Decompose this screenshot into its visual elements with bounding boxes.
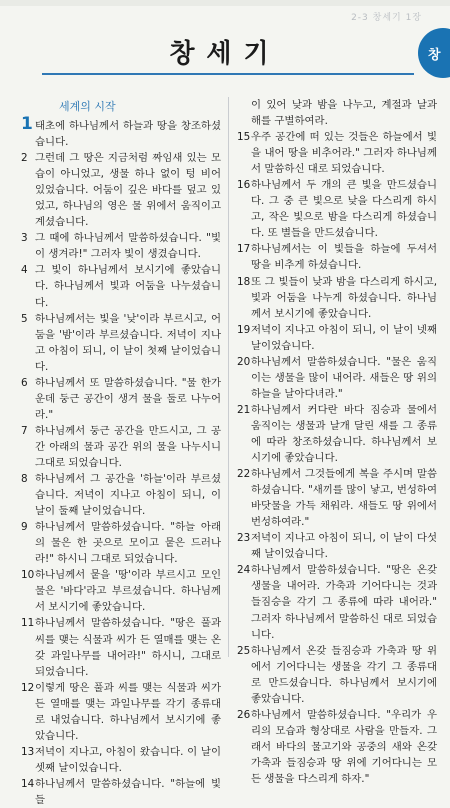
verse	[21, 262, 221, 310]
verse	[21, 776, 221, 808]
verse	[21, 311, 221, 375]
left-column	[21, 97, 221, 808]
verse-text: 하나님께서 말씀하셨습니다. "물은 움직이는 생물을 많이 내어라. 새들은 땅 위의 하늘을 날아다녀라."	[251, 355, 437, 400]
section-heading: 세계의 시작	[59, 100, 116, 113]
verse-number: 24	[237, 564, 251, 577]
verse-number: 3	[21, 232, 28, 245]
verse-text: 하나님께서 그 공간을 '하늘'이라 부르셨습니다. 저녁이 지나고 아침이 되니, 이 날이 둘째 날이었습니다.	[35, 473, 221, 518]
verse-number: 26	[237, 708, 251, 721]
verse-text: 하나님께서 커다란 바다 짐승과 물에서 움직이는 생물과 날개 달린 새를 그 종류에 따라 창조하셨습니다. 하나님께서 보시기에 좋았습니다.	[251, 403, 437, 465]
verse-number: 7	[21, 424, 28, 437]
verse-text: 하나님께서 두 개의 큰 빛을 만드셨습니다. 그 중 큰 빛으로 낮을 다스리게 하시고, 작은 빛으로 밤을 다스리게 하셨습니다. 또 별들을 만드셨습니다.	[251, 179, 437, 240]
verse	[21, 519, 221, 567]
verse	[237, 274, 437, 322]
verse-text: 저녁이 지나고 아침이 되니, 이 날이 넷째 날이었습니다.	[251, 323, 437, 352]
verse-number: 16	[237, 179, 251, 192]
right-verse-list	[237, 97, 437, 787]
verse-number: 4	[21, 264, 28, 277]
verse	[21, 116, 221, 150]
verse-number: 15	[237, 131, 251, 144]
verse-text: 그 때에 하나님께서 말씀하셨습니다. "빛이 생겨라!" 그러자 빛이 생겼습니다.	[35, 232, 221, 261]
verse-number: 14	[21, 777, 35, 790]
verse-number: 5	[21, 312, 28, 325]
verse	[21, 423, 221, 471]
verse-text: 하나님께서 뭍을 '땅'이라 부르시고 모인 물은 '바다'라고 부르셨습니다. 하나님께서 보시기에 좋았습니다.	[35, 569, 221, 614]
verse-number: 12	[21, 681, 35, 694]
verse	[21, 471, 221, 519]
verse	[237, 562, 437, 642]
verse	[237, 530, 437, 562]
verse-text: 우주 공간에 떠 있는 것들은 하늘에서 빛을 내어 땅을 비추어라." 그러자 하나님께서 말씀하신 대로 되었습니다.	[251, 131, 437, 176]
verse-number: 21	[237, 403, 251, 416]
verse-text: 하나님께서 또 말씀하셨습니다. "물 한가운데 둥근 공간이 생겨 물을 둘로 나누어라."	[35, 376, 221, 421]
verse-text: 그런데 그 땅은 지금처럼 짜임새 있는 모습이 아니었고, 생물 하나 없이 텅 비어 있었습니다. 어둠이 깊은 바다를 덮고 있었고, 하나님의 영은 물 위에서 움직이고 계셨습니다.	[35, 152, 221, 229]
verse-number: 17	[237, 243, 251, 256]
verse-text: 하나님께서는 이 빛들을 하늘에 두셔서 땅을 비추게 하셨습니다.	[251, 243, 437, 272]
verse-text: 또 그 빛들이 낮과 밤을 다스리게 하시고, 빛과 어둠을 나누게 하셨습니다. 하나님께서 보시기에 좋았습니다.	[251, 275, 437, 320]
verse	[237, 643, 437, 707]
verse-number: 6	[21, 376, 28, 389]
verse-number: 8	[21, 473, 28, 486]
verse-text: 하나님께서 말씀하셨습니다. "땅은 온갖 생물을 내어라. 가축과 기어다니는 것과 들짐승을 각기 그 종류에 따라 내어라." 그러자 하나님께서 말씀하신 대로 되었습니다.	[251, 564, 437, 641]
verse-text: 하나님께서는 빛을 '낮'이라 부르시고, 어둠을 '밤'이라 부르셨습니다. 저녁이 지나고 아침이 되니, 이 날이 첫째 날이었습니다.	[35, 312, 221, 373]
verse	[237, 466, 437, 530]
verse	[21, 680, 221, 744]
verse-number: 23	[237, 532, 251, 545]
verse-text: 하나님께서 온갖 들짐승과 가축과 땅 위에서 기어다니는 생물을 각기 그 종류대로 만드셨습니다. 하나님께서 보시기에 좋았습니다.	[251, 644, 437, 705]
verse-text: 하나님께서 그것들에게 복을 주시며 말씀하셨습니다. "새끼를 많이 낳고, 번성하여 바닷물을 가득 채워라. 새들도 땅 위에서 번성하여라."	[251, 468, 437, 529]
verse-text: 이렇게 땅은 풀과 씨를 맺는 식물과 씨가 든 열매를 맺는 과일나무를 각기 종류대로 내었습니다. 하나님께서 보시기에 좋았습니다.	[35, 681, 221, 742]
verse-text: 하나님께서 말씀하셨습니다. "땅은 풀과 씨를 맺는 식물과 씨가 든 열매를 맺는 온갖 과일나무를 내어라!" 하시니, 그대로 되었습니다.	[35, 617, 221, 678]
verse-number: 10	[21, 569, 35, 582]
verse	[237, 707, 437, 787]
verse-text: 저녁이 지나고, 아침이 왔습니다. 이 날이 셋째 날이었습니다.	[35, 745, 221, 774]
verse	[21, 375, 221, 423]
running-header: 2-3 창세기 1장	[351, 13, 422, 23]
verse-number: 9	[21, 521, 28, 534]
verse-text: 태초에 하나님께서 하늘과 땅을 창조하셨습니다.	[35, 120, 221, 149]
verse-number: 25	[237, 644, 251, 657]
verse-number: 11	[21, 617, 35, 630]
verse-number: 22	[237, 468, 251, 481]
verse-number: 20	[237, 355, 251, 368]
left-verse-list	[21, 116, 221, 808]
page-title: 창세기	[169, 39, 281, 69]
verse	[21, 744, 221, 776]
verse-number: 19	[237, 323, 251, 336]
verse-number: 18	[237, 275, 251, 288]
verse	[237, 129, 437, 177]
verse-text: 이 있어 낮과 밤을 나누고, 계절과 날과 해를 구별하여라.	[251, 99, 437, 128]
verse	[237, 177, 437, 241]
verse	[21, 615, 221, 679]
verse-text: 저녁이 지나고 아침이 되니, 이 날이 다섯째 날이었습니다.	[251, 532, 437, 561]
verse-number: 13	[21, 745, 35, 758]
column-divider	[228, 97, 229, 657]
top-header-strip	[0, 0, 450, 6]
chapter-number: 1	[21, 114, 33, 134]
verse-text: 하나님께서 말씀하셨습니다. "하늘 아래의 물은 한 곳으로 모이고 뭍은 드러나라!" 하시니 그대로 되었습니다.	[35, 521, 221, 566]
verse	[237, 402, 437, 466]
right-column	[237, 97, 437, 787]
title-rule	[42, 73, 414, 75]
verse	[237, 354, 437, 402]
verse-text: 하나님께서 말씀하셨습니다. "우리가 우리의 모습과 형상대로 사람을 만들자. 그래서 바다의 물고기와 공중의 새와 온갖 가축과 들짐승과 땅 위에 기어다니는 모든 생물을 다스리게 하자."	[251, 708, 437, 785]
verse-text: 하나님께서 말씀하셨습니다. "하늘에 빛들	[35, 777, 221, 806]
book-tab-label: 창	[428, 48, 441, 63]
verse	[237, 322, 437, 354]
verse	[21, 230, 221, 262]
verse	[21, 567, 221, 615]
verse-text: 하나님께서 둥근 공간을 만드시고, 그 공간 아래의 물과 공간 위의 물을 나누시니 그대로 되었습니다.	[35, 424, 221, 469]
verse	[237, 97, 437, 129]
verse	[21, 150, 221, 230]
verse-text: 그 빛이 하나님께서 보시기에 좋았습니다. 하나님께서 빛과 어둠을 나누셨습니다.	[35, 264, 221, 309]
verse-number: 2	[21, 152, 28, 165]
verse	[237, 241, 437, 273]
